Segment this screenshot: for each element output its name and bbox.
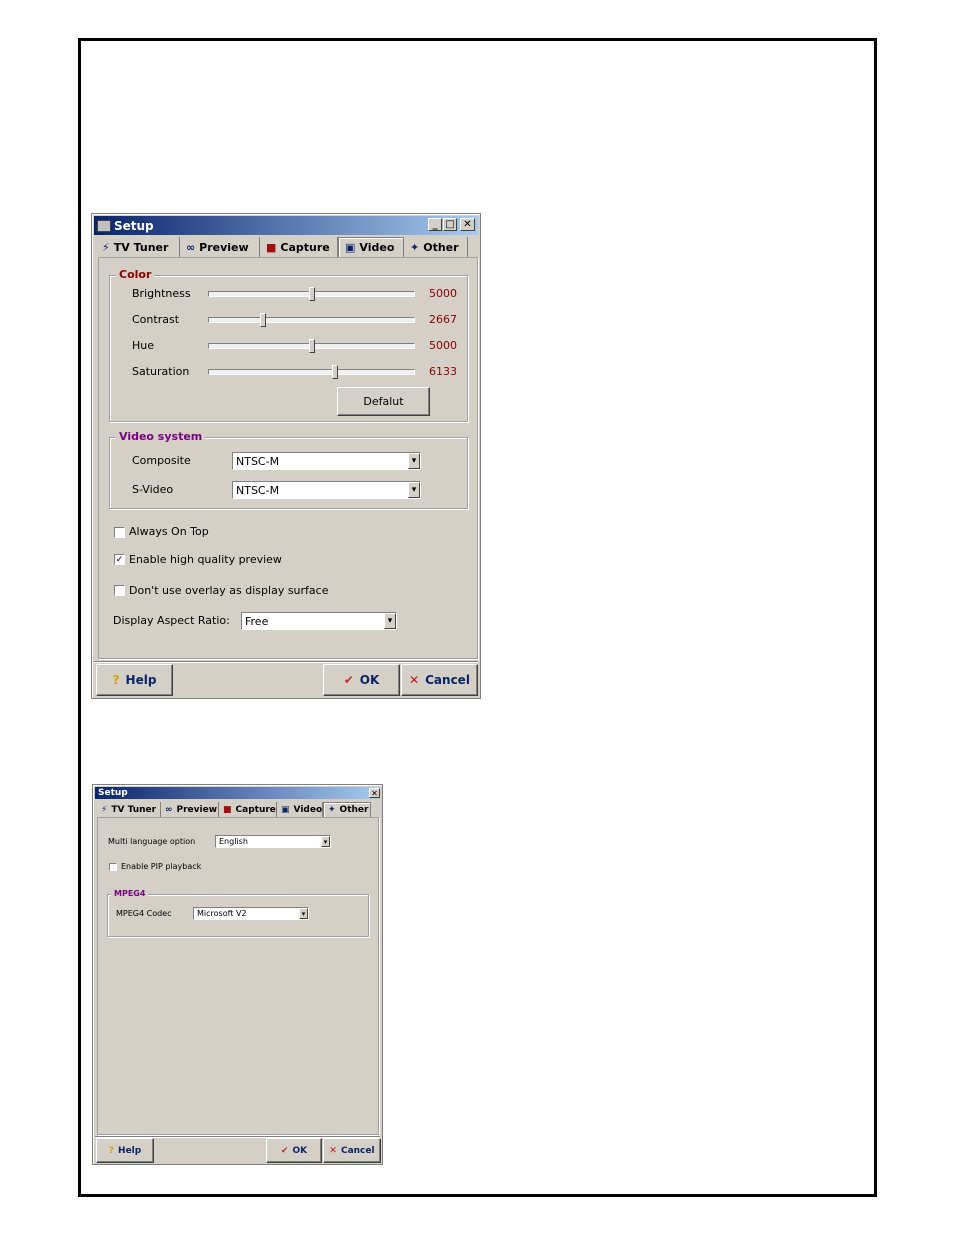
composite-label: Composite: [132, 454, 191, 467]
contrast-label: Contrast: [132, 313, 180, 326]
contrast-track[interactable]: [208, 317, 415, 323]
help-button[interactable]: [96, 664, 173, 696]
ok-button[interactable]: [323, 664, 400, 696]
tab-bar: [96, 237, 476, 257]
tab-video[interactable]: [338, 237, 404, 257]
cancel-button[interactable]: [323, 1138, 381, 1163]
svideo-select[interactable]: [232, 481, 421, 499]
tab-label: Capture: [280, 240, 330, 254]
cancel-button-label: Cancel: [425, 673, 470, 687]
no-overlay-checkbox[interactable]: [114, 585, 125, 596]
tab-label: Video: [293, 804, 323, 815]
close-icon[interactable]: ✕: [369, 788, 380, 798]
x-icon: ✕: [329, 1145, 337, 1156]
ok-button-label: OK: [292, 1145, 308, 1156]
glasses-icon: ∞: [186, 240, 196, 254]
brightness-label: Brightness: [132, 287, 191, 300]
composite-select[interactable]: [232, 452, 421, 470]
tab-capture[interactable]: [260, 237, 338, 257]
no-overlay-label: Don't use overlay as display surface: [129, 584, 329, 597]
tab-other[interactable]: [323, 802, 371, 817]
tab-label: Preview: [199, 240, 249, 254]
saturation-label: Saturation: [132, 365, 190, 378]
cancel-button[interactable]: [401, 664, 478, 696]
tab-preview[interactable]: [161, 802, 219, 817]
saturation-track[interactable]: [208, 369, 415, 375]
composite-value: NTSC-M: [236, 454, 280, 468]
title-bar[interactable]: [94, 216, 478, 235]
glasses-icon: ∞: [165, 804, 173, 815]
chevron-down-icon[interactable]: ▾: [321, 836, 330, 847]
codec-label: MPEG4 Codec: [116, 909, 172, 918]
tab-bar: [97, 802, 378, 817]
chevron-down-icon[interactable]: ▾: [408, 482, 420, 498]
language-value: English: [219, 837, 248, 846]
x-icon: ✕: [409, 673, 420, 687]
codec-select[interactable]: [193, 907, 309, 920]
high-quality-preview-checkbox[interactable]: [114, 554, 125, 565]
satellite-dish-icon: ⚡: [101, 804, 108, 815]
codec-value: Microsoft V2: [197, 909, 247, 918]
app-icon: [97, 220, 111, 232]
help-button-label: Help: [118, 1145, 142, 1156]
tab-label: Video: [359, 241, 395, 254]
svideo-value: NTSC-M: [236, 483, 280, 497]
monitor-icon: ▣: [281, 804, 290, 815]
check-icon: ✔: [343, 673, 354, 687]
camera-icon: ■: [266, 240, 277, 254]
hue-slider[interactable]: [309, 339, 315, 353]
aspect-ratio-select[interactable]: [241, 612, 397, 630]
tab-tv-tuner[interactable]: [97, 802, 161, 817]
setup-window-video: [91, 213, 481, 699]
language-label: Multi language option: [108, 837, 196, 846]
maximize-icon[interactable]: □: [443, 218, 457, 231]
satellite-dish-icon: ⚡: [102, 240, 110, 254]
pip-checkbox[interactable]: [109, 863, 117, 871]
default-button-label: Defalut: [363, 395, 404, 408]
ok-button[interactable]: [266, 1138, 322, 1163]
tab-preview[interactable]: [180, 237, 260, 257]
tools-icon: ✦: [410, 240, 420, 254]
high-quality-preview-label: Enable high quality preview: [129, 553, 282, 566]
saturation-slider[interactable]: [332, 365, 338, 379]
help-button[interactable]: [96, 1138, 154, 1163]
tab-capture[interactable]: [219, 802, 277, 817]
tab-label: Capture: [235, 804, 276, 815]
window-title: Setup: [98, 788, 128, 798]
close-icon[interactable]: ✕: [460, 218, 475, 231]
aspect-ratio-value: Free: [245, 614, 269, 628]
setup-window-other: [92, 784, 383, 1165]
mpeg4-title: MPEG4: [111, 889, 148, 898]
always-on-top-checkbox[interactable]: [114, 527, 125, 538]
aspect-ratio-label: Display Aspect Ratio:: [113, 614, 230, 627]
contrast-value: 2667: [429, 313, 457, 326]
chevron-down-icon[interactable]: ▾: [384, 613, 396, 629]
tab-label: Other: [339, 805, 369, 815]
ok-button-label: OK: [359, 673, 380, 687]
pip-label: Enable PIP playback: [121, 862, 202, 871]
saturation-value: 6133: [429, 365, 457, 378]
title-bar[interactable]: [95, 787, 380, 799]
monitor-icon: ▣: [345, 241, 356, 254]
camera-icon: ■: [223, 804, 232, 815]
tab-video[interactable]: [277, 802, 323, 817]
cancel-button-label: Cancel: [340, 1145, 375, 1156]
tab-label: TV Tuner: [113, 240, 169, 254]
chevron-down-icon[interactable]: ▾: [408, 453, 420, 469]
tab-label: TV Tuner: [111, 804, 157, 815]
tools-icon: ✦: [328, 805, 336, 815]
svideo-label: S-Video: [132, 483, 174, 496]
question-icon: ?: [112, 673, 120, 687]
hue-label: Hue: [132, 339, 155, 352]
tab-label: Other: [423, 240, 459, 254]
tab-label: Preview: [176, 804, 218, 815]
brightness-slider[interactable]: [309, 287, 315, 301]
window-title: Setup: [114, 218, 154, 233]
hue-value: 5000: [429, 339, 457, 352]
video-system-title: Video system: [116, 430, 205, 443]
language-select[interactable]: [215, 835, 331, 848]
color-group-title: Color: [116, 268, 154, 281]
tab-other[interactable]: [404, 237, 468, 257]
minimize-icon[interactable]: _: [428, 218, 442, 231]
check-icon: ✔: [280, 1145, 289, 1156]
contrast-slider[interactable]: [260, 313, 266, 327]
always-on-top-label: Always On Top: [129, 525, 209, 538]
default-button[interactable]: [337, 387, 430, 416]
chevron-down-icon[interactable]: ▾: [299, 908, 308, 919]
brightness-value: 5000: [429, 287, 457, 300]
tab-tv-tuner[interactable]: [96, 237, 180, 257]
question-icon: ?: [108, 1145, 115, 1156]
help-button-label: Help: [125, 673, 157, 687]
check-icon: ✓: [115, 554, 124, 565]
